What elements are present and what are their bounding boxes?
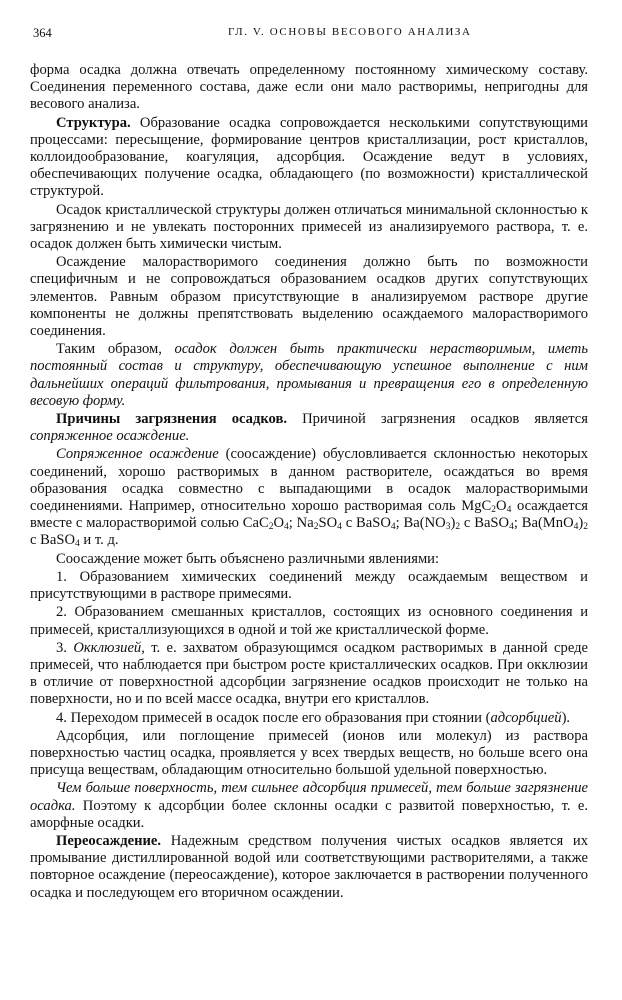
- list-item-4: 4. Переходом примесей в осадок после его образования при стоянии (адсорбцией).: [56, 709, 571, 726]
- term-coprecipitation: Сопряженное осаждение: [56, 446, 219, 463]
- running-title: ГЛ. V. ОСНОВЫ ВЕСОВОГО АНАЛИЗА: [228, 26, 472, 38]
- paragraph-adsorption: Адсорбция, или поглощение примесей (ионов или молекул) из раствора поверхностью частиц осадка, проявляется у всех твердых веществ, но больше всего она присуща веществам, обладающим относительно большой удельной поверхностью.: [30, 727, 588, 779]
- paragraph-reprecipitation: Переосаждение. Надежным средством получения чистых осадков является их промывание дистиллированной водой или соответствующими растворителями, а также повторное осаждение (переосаждение), которое заключается в растворении полученного осадка и последующем его вторичном осаждении.: [30, 832, 588, 901]
- formula-bamno42: $Ba(MnO_4)_2$: [521, 515, 588, 533]
- formula-baso4: BaSO$_4$: [474, 515, 514, 533]
- section-heading-reprecipitation: Переосаждение.: [56, 832, 162, 849]
- paragraph-coprecipitation-causes: Соосаждение может быть объяснено различными явлениями:: [56, 550, 440, 567]
- paragraph-summary: Таким образом, осадок должен быть практически нерастворимым, иметь постоянный состав и структуру, обеспечивающую успешное выполнение с ним дальнейших операций фильтрования, промывания и превращения его в определенную весовую форму.: [30, 341, 588, 409]
- formula-na2so4: $Na_2SO_4$: [296, 515, 342, 533]
- page-body: [30, 62, 588, 903]
- section-heading-structure: Структура.: [56, 114, 131, 131]
- emphasis-surface-rule: Чем больше поверхность, тем сильнее адсорбция примесей, тем больше загрязнение осадка.: [30, 780, 588, 814]
- paragraph-crystal-purity: Осадок кристаллической структуры должен отличаться минимальной склонностью к загрязнению и не увлекать посторонних примесей из анализируемого раствора, т. е. осадок должен быть химически чистым.: [30, 201, 588, 253]
- formula-mgc2o4: $MgC_2O_4$: [461, 498, 512, 516]
- formula-baso4: BaSO$_4$: [356, 515, 396, 533]
- list-item-1: 1. Образованием химических соединений между осаждаемым веществом и присутствующими в растворе примесями.: [30, 568, 588, 603]
- paragraph-surface-rule: Чем больше поверхность, тем сильнее адсорбция примесей, тем больше загрязнение осадка. Поэтому к адсорбции более склонны осадки с развитой поверхностью, т. е. аморфные осадки.: [30, 780, 588, 831]
- formula-bano32: $Ba(NO_3)_2$: [403, 515, 461, 533]
- emphasis-summary: осадок должен быть практически нерастворимым, иметь постоянный состав и структуру, обеспечивающую успешное выполнение с ним дальнейших операций фильтрования, промывания и превращения его в определенную весовую форму.: [30, 341, 588, 409]
- formula-baso4: BaSO$_4$: [40, 532, 80, 550]
- paragraph-coprecipitation: Сопряженное осаждение (соосаждение) обусловливается склонностью некоторых соединений, хорошо растворимых в данном растворителе, осаждаться во время образования осадка совместно с выпадающими в осадок малорастворимыми соединениями. Например, относительно хорошо растворимая соль $MgC_2O_4$ осаждается вместе с малорастворимой солью $CaC_2O_4$; $Na_2SO_4$ с BaSO$_4$; $Ba(NO_3)_2$ с BaSO$_4$; $Ba(MnO_4)_2$ с BaSO$_4$ и т. д.: [30, 446, 589, 550]
- paragraph-continuation: форма осадка должна отвечать определенному постоянному химическому составу. Соединения переменного состава, даже если они мало растворимы, непригодны для весового анализа.: [30, 62, 588, 113]
- page-number: 364: [33, 26, 52, 40]
- list-item-3: 3. Окклюзией, т. е. захватом образующимся осадком растворимых в данной среде примесей, что наблюдается при быстром росте кристаллических осадков. При окклюзии в отличие от поверхностной адсорбции загрязнение осадков происходит не только на поверхности, но и по всей массе осадка, внутри его кристаллов.: [30, 639, 589, 708]
- page-header: [33, 26, 589, 42]
- paragraph-specificity: Осаждение малорастворимого соединения должно быть по возможности специфичным и не сопровождаться образованием осадков других сопутствующих элементов. Равным образом присутствующие в анализируемом растворе другие компоненты не должны препятствовать выделению осаждаемого малорастворимого соединения.: [30, 254, 588, 340]
- list-item-2: 2. Образованием смешанных кристаллов, состоящих из основного соединения и примесей, кристаллизующихся в одной и той же кристаллической форме.: [30, 604, 588, 638]
- section-heading-contamination: Причины загрязнения осадков.: [56, 411, 288, 428]
- formula-cac2o4: $CaC_2O_4$: [242, 515, 289, 533]
- paragraph-structure: Структура. Образование осадка сопровождается несколькими сопутствующими процессами: пересыщение, формирование центров кристаллизации, рост кристаллов, коллоидообразование, коагуляция, адсорбция. Осаждение ведут в условиях, обеспечивающих получение осадка, обладающего (по возможности) кристаллической структурой.: [30, 114, 588, 200]
- term-adsorption: адсорбцией: [490, 709, 562, 726]
- term-occlusion: Окклюзией: [73, 639, 142, 656]
- paragraph-contamination-causes: Причины загрязнения осадков. Причиной загрязнения осадков является сопряженное осаждение.: [30, 411, 588, 445]
